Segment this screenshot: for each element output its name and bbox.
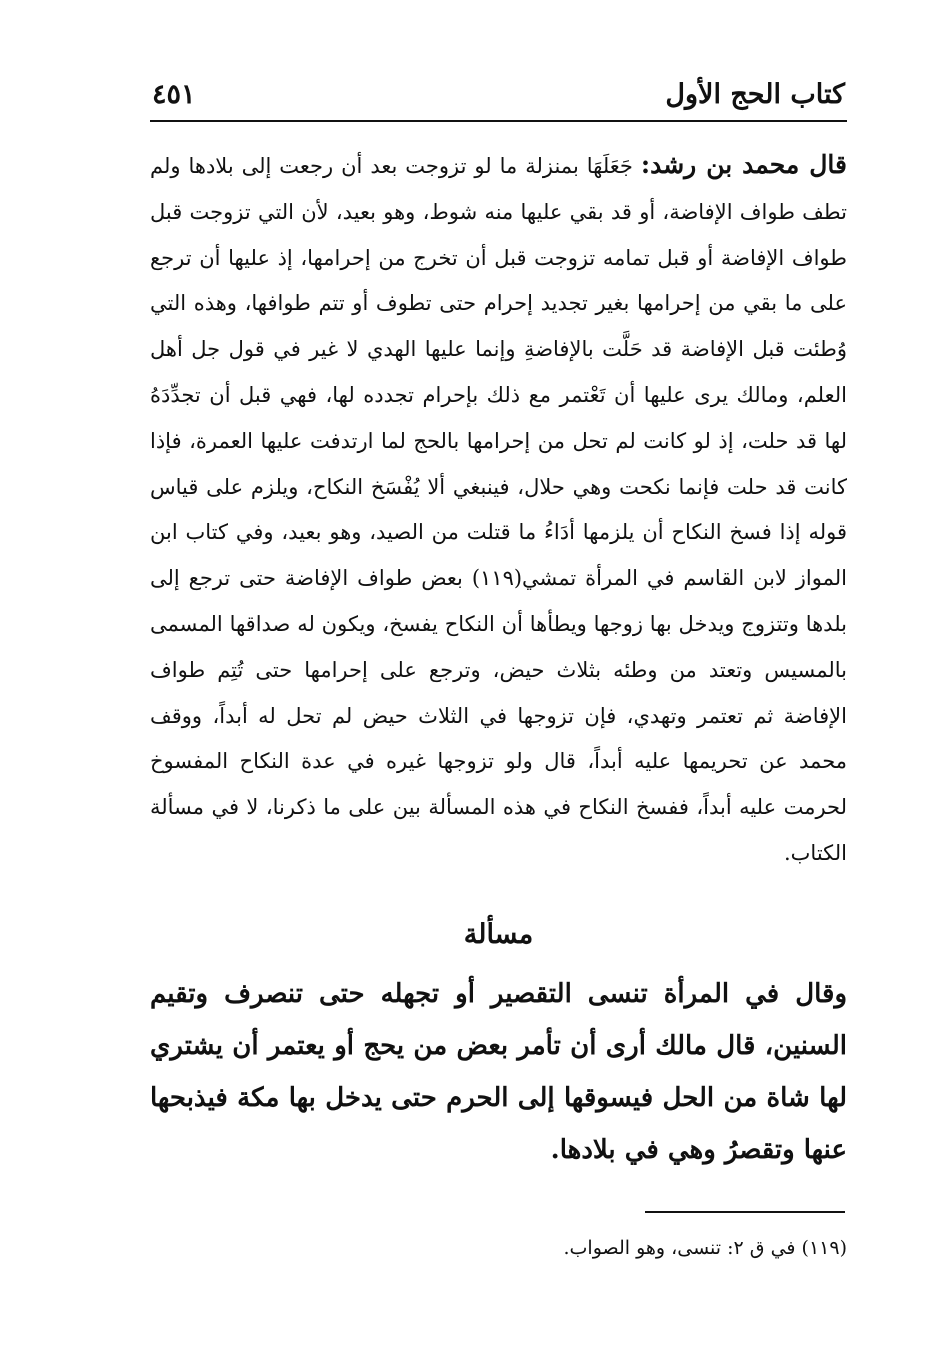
section-text: وقال في المرأة تنسى التقصير أو تجهله حتى تنصرف وتقيم السنين، قال مالك أرى أن تأمر بعض من يحج أو يعتمر أن يشتري لها شاة من الحل فيسوقها إلى الحرم حتى يدخل بها مكة فيذبحها عنها وتقصرُ وهي في بلادها.: [150, 979, 847, 1165]
paragraph-text: جَعَلَهَا بمنزلة ما لو تزوجت بعد أن رجعت إلى بلادها ولم تطف طواف الإفاضة، أو قد بقي عليها منه شوط، وهو بعيد، لأن التي تزوجت قبل طواف الإفاضة أو قبل تمامه تزوجت قبل أن تخرج من إحرامها، إذ عليها أن ترجع على ما بقي من إحرامها بغير تجديد إحرام حتى تطوف أو تتم طوافها، وهذه التي وُطئت قبل الإفاضة قد حَلَّت بالإفاضةِ وإنما عليها الهدي لا غير في قول جل أهل العلم، ومالك يرى عليها أن تَعْتمر مع ذلك بإحرام تجدده لها، فهي قبل أن تجدِّدَهُ لها قد حلت، إذ لو كانت لم تحل من إحرامها بالحج لما ارتدفت عليها العمرة، فإذا كانت قد حلت فإنما نكحت وهي حلال، فينبغي ألا يُفْسَخ النكاح، ويلزم على قياس قوله إذا فسخ النكاح أن يلزمها أدَاءُ ما قتلت من الصيد، وهو بعيد، وفي كتاب ابن المواز لابن القاسم في المرأة تمشي(١١٩) بعض طواف الإفاضة حتى ترجع إلى بلدها وتتزوج ويدخل بها زوجها ويطأها أن النكاح يفسخ، ويكون له صداقها المسمى بالمسيس وتعتد من وطئه بثلاث حيض، وترجع على إحرامها حتى تُتِم طواف الإفاضة ثم تعتمر وتهدي، فإن تزوجها في الثلاث حيض لم تحل له أبداً، ووقف محمد عن تحريمها عليه أبداً، قال ولو تزوجها غيره في عدة النكاح المفسوخ لحرمت عليه أبداً، ففسخ النكاح في هذه المسألة بين على ما ذكرنا، لا في مسألة الكتاب.: [150, 154, 847, 865]
footnote: (١١٩) في ق ٢: تنسى، وهو الصواب.: [563, 1237, 847, 1259]
page-number: ٤٥١: [152, 79, 196, 110]
speaker-label: قال محمد بن رشد:: [640, 150, 847, 179]
footnote-rule: [645, 1211, 845, 1213]
running-title: كتاب الحج الأول: [665, 79, 845, 110]
section-heading: مسألة: [463, 919, 534, 950]
page-header: [150, 78, 845, 122]
main-paragraph: [150, 142, 847, 877]
header-rule: [150, 120, 847, 122]
